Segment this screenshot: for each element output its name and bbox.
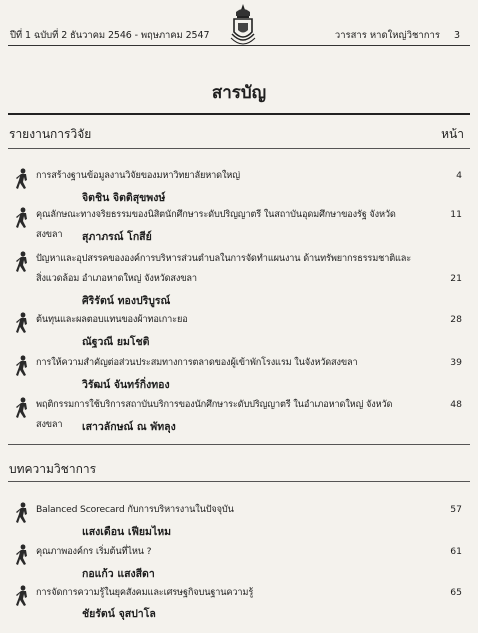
divider bbox=[8, 481, 470, 482]
entry-title: การจัดการความรู้ในยุคสังคมและเศรษฐกิจบนฐานความรู้ bbox=[36, 587, 254, 598]
entry-title: ต้นทุนและผลตอบแทนของผ้าทอเกาะยอ bbox=[36, 314, 188, 325]
section-heading-research: รายงานการวิจัย bbox=[9, 127, 92, 141]
page-header bbox=[0, 0, 478, 62]
entry-page: 61 bbox=[450, 546, 462, 557]
journal-name: วารสาร หาดใหญ่วิชาการ bbox=[334, 30, 440, 41]
entry-author: วิรัฒน์ จันทร์กิ่งทอง bbox=[82, 379, 170, 391]
runner-icon bbox=[14, 207, 30, 229]
entry-page: 21 bbox=[450, 273, 462, 284]
issue-info: ปีที่ 1 ฉบับที่ 2 ธันวาคม 2546 - พฤษภาคม 2547 bbox=[10, 30, 210, 41]
entry-page: 65 bbox=[450, 587, 462, 598]
entry-title-continued: สิ่งแวดล้อม อำเภอหาดใหญ่ จังหวัดสงขลา bbox=[36, 273, 197, 284]
university-logo-icon bbox=[228, 2, 258, 58]
entry-author: จิตชิน จิตติสุขพงษ์ bbox=[82, 192, 166, 204]
entry-page: 28 bbox=[450, 314, 462, 325]
entry-title: คุณลักษณะทางจริยธรรมของนิสิตนักศึกษาระดับปริญญาตรี ในสถาบันอุดมศึกษาของรัฐ จังหวัดสงขลา bbox=[36, 209, 396, 240]
runner-icon bbox=[14, 544, 30, 566]
entry-title: Balanced Scorecard กับการบริหารงานในปัจจุบัน bbox=[36, 504, 234, 515]
header-rule bbox=[8, 45, 470, 46]
divider bbox=[8, 113, 470, 115]
entry-author: เสาวลักษณ์ ณ พัทลุง bbox=[82, 421, 176, 433]
header-page-number: 3 bbox=[453, 30, 460, 41]
runner-icon bbox=[14, 397, 30, 419]
entry-author: ชัยรัตน์ จุสปาโล bbox=[82, 608, 156, 620]
entry-author: ศิริรัตน์ ทองปริบูรณ์ bbox=[82, 295, 171, 307]
entry-author: แสงเดือน เฟียมไหม bbox=[82, 526, 172, 538]
entry-author: กอแก้ว แสงสีดา bbox=[82, 568, 155, 580]
divider bbox=[8, 148, 470, 149]
entry-title: คุณภาพองค์กร เริ่มต้นที่ไหน ? bbox=[36, 546, 152, 557]
entry-title: การให้ความสำคัญต่อส่วนประสมทางการตลาดของผู้เข้าพักโรงแรม ในจังหวัดสงขลา bbox=[36, 357, 358, 368]
page-column-label: หน้า bbox=[441, 127, 464, 141]
entry-title: พฤติกรรมการใช้บริการสถาบันบริการของนักศึกษาระดับปริญญาตรี ในอำเภอหาดใหญ่ จังหวัดสงขลา bbox=[36, 399, 393, 430]
entry-page: 57 bbox=[450, 504, 462, 515]
entry-page: 4 bbox=[456, 170, 462, 181]
entry-title: ปัญหาและอุปสรรคขององค์การบริหารส่วนตำบลในการจัดทำแผนงาน ด้านทรัพยากรธรรมชาติและ bbox=[36, 253, 412, 264]
entry-page: 48 bbox=[450, 399, 462, 410]
runner-icon bbox=[14, 168, 30, 190]
runner-icon bbox=[14, 251, 30, 273]
page-title: สารบัญ bbox=[211, 83, 267, 103]
section-heading-academic: บทความวิชาการ bbox=[9, 462, 97, 476]
entry-title: การสร้างฐานข้อมูลงานวิจัยของมหาวิทยาลัยหาดใหญ่ bbox=[36, 170, 240, 181]
runner-icon bbox=[14, 312, 30, 334]
entry-page: 39 bbox=[450, 357, 462, 368]
runner-icon bbox=[14, 355, 30, 377]
divider bbox=[8, 444, 470, 445]
entry-page: 11 bbox=[450, 209, 462, 220]
runner-icon bbox=[14, 502, 30, 524]
entry-author: สุภาภรณ์ โกสีย์ bbox=[82, 231, 152, 243]
runner-icon bbox=[14, 585, 30, 607]
entry-author: ณัฐวณี ยมโชติ bbox=[82, 336, 150, 348]
